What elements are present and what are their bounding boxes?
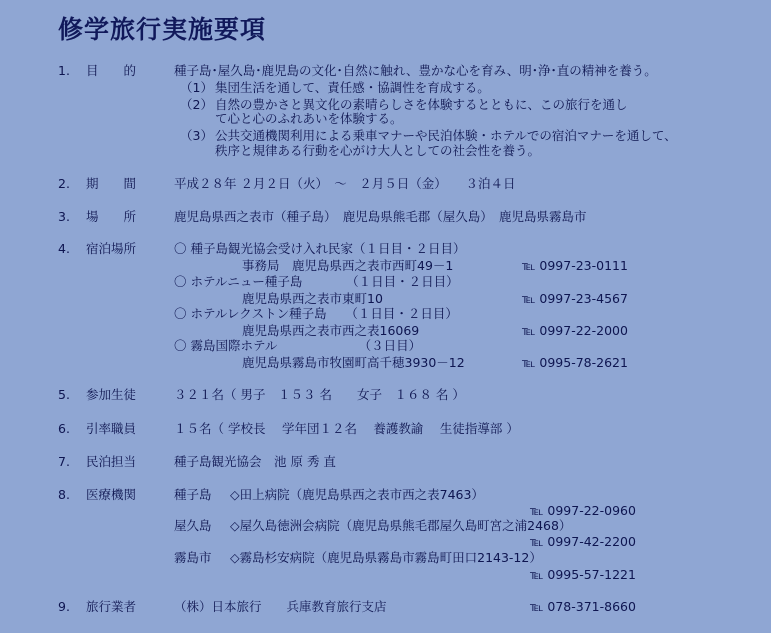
section-4-label: 宿泊場所 [86, 241, 137, 256]
purpose-item-3-number: （3） [180, 128, 213, 143]
purpose-main: 種子島･屋久島･鹿児島の文化･自然に触れ、豊かな心を育み、明･浄･直の精神を養う。 [174, 63, 657, 78]
travel-agency-tel: ℡ 078-371-8660 [530, 599, 636, 614]
purpose-item-3-cont: 秩序と規律ある行動を心がけ大人としての社会性を養う。 [215, 143, 541, 158]
lodging-2-name: 〇 ホテルニュー種子島 （１日目・２日目） [174, 274, 459, 289]
page-title: 修学旅行実施要項 [58, 15, 267, 44]
hospital-3-name: ◇霧島杉安病院（鹿児島県霧島市霧島町田口2143-12） [230, 550, 542, 565]
section-9-label: 旅行業者 [86, 599, 137, 614]
section-1-number: 1. [58, 63, 70, 78]
period-value: 平成２８年 ２月２日（火） ～ ２月５日（金） ３泊４日 [174, 176, 516, 191]
section-3-number: 3. [58, 209, 70, 224]
lodging-4-tel: ℡ 0995-78-2621 [522, 355, 628, 370]
purpose-item-2-number: （2） [180, 97, 213, 112]
lodging-4-name: 〇 霧島国際ホテル （３日目） [174, 338, 422, 353]
travel-agency: （株）日本旅行 兵庫教育旅行支店 [174, 599, 387, 614]
section-7-number: 7. [58, 454, 70, 469]
lodging-1-name: 〇 種子島観光協会受け入れ民家（１日目・２日目） [174, 241, 466, 256]
hospital-2-area: 屋久島 [174, 518, 212, 533]
hospital-2-name: ◇屋久島徳洲会病院（鹿児島県熊毛郡屋久島町宮之浦2468） [230, 518, 572, 533]
staff-value: １５名（ 学校長 学年団１２名 養護教諭 生徒指導部 ） [174, 421, 519, 436]
purpose-item-3-text: 公共交通機関利用による乗車マナーや民泊体験・ホテルでの宿泊マナーを通して、 [215, 128, 677, 143]
purpose-item-1-number: （1） [180, 80, 213, 95]
homestay-contact: 種子島観光協会 池 原 秀 直 [174, 454, 336, 469]
section-5-number: 5. [58, 387, 70, 402]
section-2-label: 期 間 [86, 176, 137, 191]
section-2-number: 2. [58, 176, 70, 191]
section-8-number: 8. [58, 487, 70, 502]
lodging-3-address: 鹿児島県西之表市西之表16069 [242, 323, 420, 338]
hospital-3-area: 霧島市 [174, 550, 212, 565]
section-3-label: 場 所 [86, 209, 137, 224]
section-8-label: 医療機関 [86, 487, 137, 502]
purpose-item-2-cont: て心と心のふれあいを体験する。 [215, 111, 403, 126]
purpose-item-2-text: 自然の豊かさと異文化の素晴らしさを体験するとともに、この旅行を通し [215, 97, 628, 112]
hospital-1-area: 種子島 [174, 487, 212, 502]
hospital-1-tel: ℡ 0997-22-0960 [530, 503, 636, 518]
place-value: 鹿児島県西之表市（種子島） 鹿児島県熊毛郡（屋久島） 鹿児島県霧島市 [174, 209, 587, 224]
students-value: ３２１名（ 男子 １５３ 名 女子 １６８ 名 ） [174, 387, 465, 402]
lodging-3-tel: ℡ 0997-22-2000 [522, 323, 628, 338]
purpose-item-1-text: 集団生活を通して、責任感・協調性を育成する。 [215, 80, 490, 95]
section-1-label: 目 的 [86, 63, 137, 78]
hospital-1-name: ◇田上病院（鹿児島県西之表市西之表7463） [230, 487, 484, 502]
hospital-3-tel: ℡ 0995-57-1221 [530, 567, 636, 582]
hospital-2-tel: ℡ 0997-42-2200 [530, 534, 636, 549]
lodging-4-address: 鹿児島県霧島市牧園町高千穂3930－12 [242, 355, 465, 370]
lodging-2-tel: ℡ 0997-23-4567 [522, 291, 628, 306]
lodging-3-name: 〇 ホテルレクストン種子島 （１日目・２日目） [174, 306, 458, 321]
section-6-label: 引率職員 [86, 421, 137, 436]
lodging-2-address: 鹿児島県西之表市東町10 [242, 291, 383, 306]
section-9-number: 9. [58, 599, 70, 614]
section-7-label: 民泊担当 [86, 454, 137, 469]
lodging-1-tel: ℡ 0997-23-0111 [522, 258, 628, 273]
section-4-number: 4. [58, 241, 70, 256]
lodging-1-address: 事務局 鹿児島県西之表市西町49－1 [242, 258, 454, 273]
section-6-number: 6. [58, 421, 70, 436]
section-5-label: 参加生徒 [86, 387, 137, 402]
